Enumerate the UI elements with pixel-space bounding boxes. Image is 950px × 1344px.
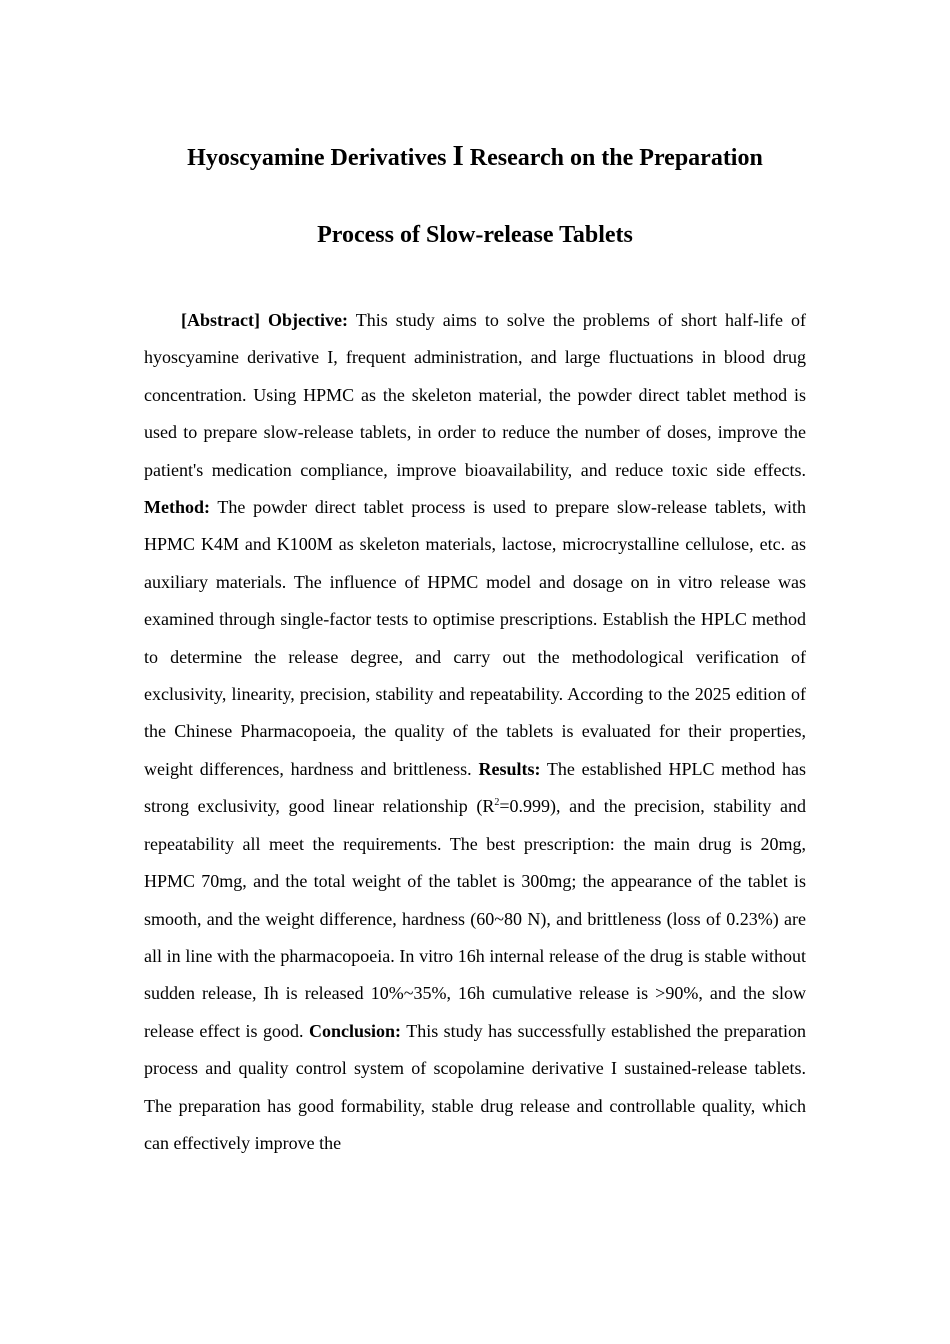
abstract-paragraph — [144, 302, 806, 1162]
results-label: Results: — [478, 758, 541, 779]
conclusion-label: Conclusion: — [309, 1020, 402, 1041]
paper-title — [144, 118, 806, 197]
objective-label: Objective: — [268, 310, 348, 330]
title-roman-numeral: I — [452, 140, 464, 172]
results-text-b: =0.999), and the precision, stability and repeatability all meet the requirements. The best prescription: the main drug is 20mg, HPMC 70mg, and the total weight of the tablet is 300mg; the appearance of the tablet is smooth, and the weight difference, hardness (60~80 N), and brittleness (loss of 0.23%) are all in line with the pharmacopoeia. In vitro 16h internal release of the drug is stable without sudden release, Ih is released 10%~35%, 16h cumulative release is >90%, and the slow release effect is good. — [144, 796, 806, 1041]
title-part1: Hyoscyamine Derivatives — [187, 145, 453, 171]
objective-text: This study aims to solve the problems of short half-life of hyoscyamine derivative I, frequent administration, and large fluctuations in blood drug concentration. Using HPMC as the skeleton material, the powder direct tablet method is used to prepare slow-release tablets, in order to reduce the number of doses, improve the patient's medication compliance, improve bioavailability, and reduce toxic side effects. — [144, 310, 807, 480]
method-label: Method: — [144, 497, 210, 518]
paper-title-line2: Process of Slow-release Tablets — [317, 222, 633, 248]
results-superscript: 2 — [494, 797, 500, 809]
document-page — [144, 118, 806, 1162]
method-text: The powder direct tablet process is used to prepare slow-release tablets, with HPMC K4M and K100M as skeleton materials, lactose, microcrystalline cellulose, etc. as auxiliary materials. The influence of HPMC model and dosage on in vitro release was examined through single-factor tests to optimise prescriptions. Establish the HPLC method to determine the release degree, and carry out the methodological verification of exclusivity, linearity, precision, stability and repeatability. According to the 2025 edition of the Chinese Pharmacopoeia, the quality of the tablets is evaluated for their properties, weight differences, hardness and brittleness. — [144, 497, 806, 779]
results-text-a: The established HPLC method has strong exclusivity, good linear relationship (R — [144, 758, 806, 817]
conclusion-text: This study has successfully established the preparation process and quality control system of scopolamine derivative I sustained-release tablets. The preparation has good formability, stable drug release and controllable quality, which can effectively improve the — [144, 1020, 806, 1153]
abstract-tag: [Abstract] — [181, 310, 260, 330]
title-part2: Research on the Preparation — [463, 145, 763, 171]
